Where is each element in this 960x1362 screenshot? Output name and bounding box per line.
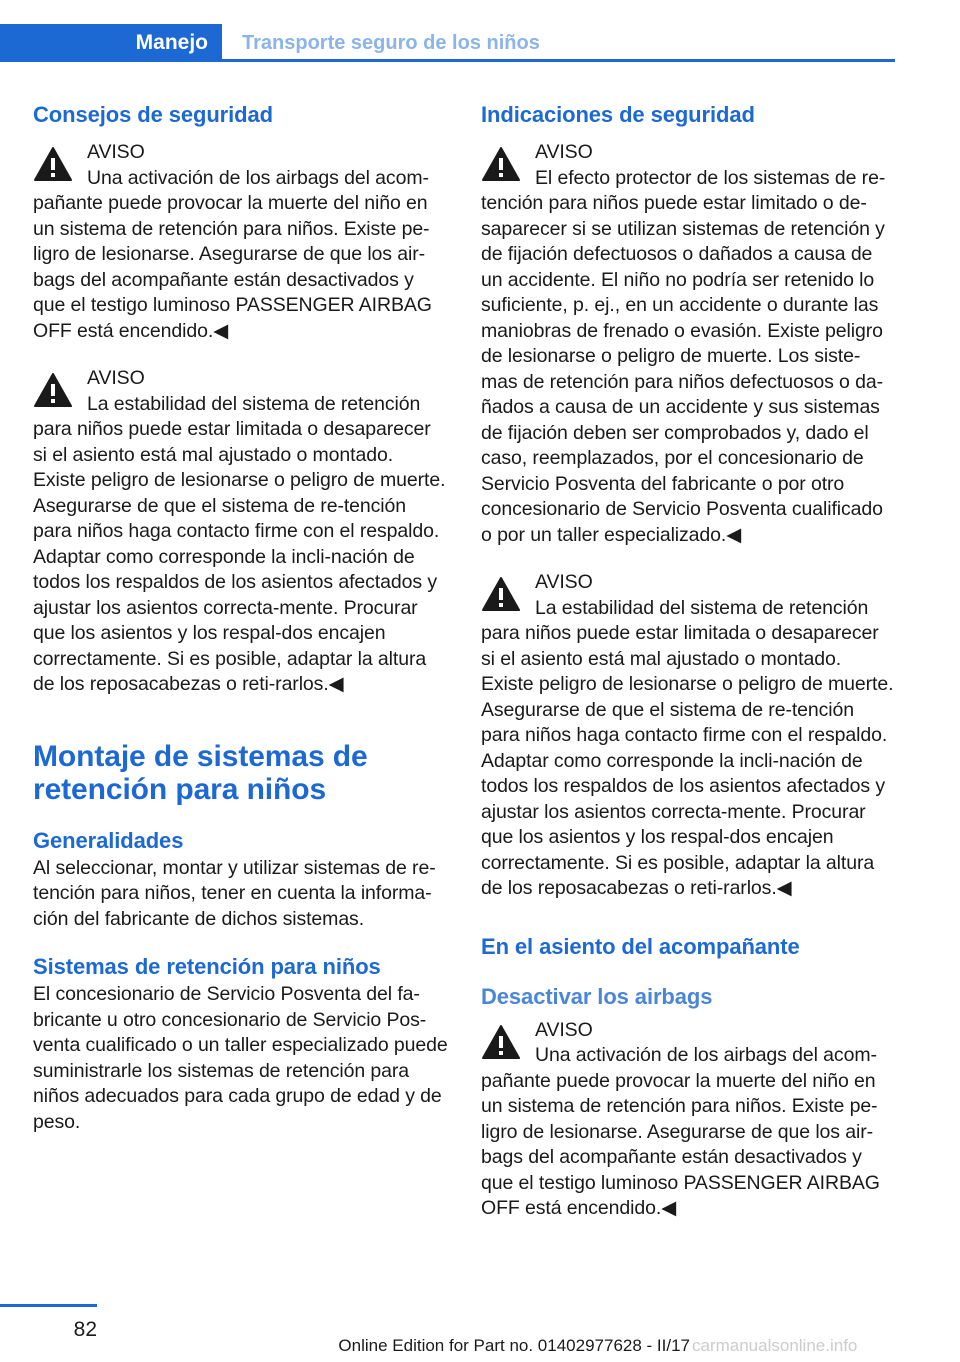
warning-icon [33, 372, 73, 408]
heading-asiento: En el asiento del acompañante [481, 933, 800, 959]
warning-text: El efecto protector de los sistemas de re‐tención para niños puede estar limitado o de‐saparecer si se utilizan sistemas de retención y de fijación defectuosos o dañados a causa de un accidente. El niño no podría ser retenido lo suficiente, p. ej., en un accidente o durante las maniobras de frenado o evasión. Existe peligro de lesionarse o peligro de muerte. Los siste‐mas de retención para niños defectuosos o da‐ñados a causa de un accidente y sus sistemas de fijación deben ser comprobados y, dado el caso, reemplazados, por el concesionario de Servicio Posventa del fabricante o por otro concesionario de Servicio Posventa cualificado o por un taller especializado.◀ [481, 166, 886, 546]
header-divider [0, 59, 895, 62]
paragraph-sistemas: El concesionario de Servicio Posventa del fa‐bricante u otro concesionario de Servicio Pos‐venta cualificado o un taller especializado puede suministrarle los sistemas de retención para niños adecuados para cada grupo de edad y de peso. [33, 983, 448, 1133]
warning-block [481, 570, 896, 902]
heading-desactivar: Desactivar los airbags [481, 983, 713, 1009]
warning-text: Una activación de los airbags del acom‐pañante puede provocar la muerte del niño en un sistema de retención para niños. Existe pe‐ligro de lesionarse. Asegurarse de que los air‐bags del acompañante están desactivados y que el testigo luminoso PASSENGER AIRBAG OFF está encendido.◀ [481, 1044, 880, 1219]
paragraph-generalidades: Al seleccionar, montar y utilizar sistemas de re‐tención para niños, tener en cuenta la informa‐ción del fabricante de dichos sistemas. [33, 856, 436, 930]
heading-consejos: Consejos de seguridad [33, 102, 273, 127]
watermark: carmanualsonline.info [692, 1336, 858, 1355]
warning-icon [33, 146, 73, 182]
warning-block [481, 1018, 896, 1222]
heading-indicaciones: Indicaciones de seguridad [481, 102, 755, 127]
edition-note: Online Edition for Part no. 01402977628 - II/17 [338, 1336, 690, 1355]
right-column [481, 100, 896, 1222]
warning-text: Una activación de los airbags del acom‐pañante puede provocar la muerte del niño en un sistema de retención para niños. Existe pe‐ligro de lesionarse. Asegurarse de que los air‐bags del acompañante están desactivados y que el testigo luminoso PASSENGER AIRBAG OFF está encendido.◀ [33, 166, 432, 342]
heading-generalidades: Generalidades [33, 827, 184, 853]
warning-icon [481, 576, 521, 612]
warning-title: AVISO [87, 141, 145, 163]
heading-sistemas: Sistemas de retención para niños [33, 954, 381, 979]
warning-title: AVISO [535, 571, 593, 593]
page-number: 82 [73, 1318, 97, 1341]
breadcrumb[interactable]: Transporte seguro de los niños [242, 31, 540, 54]
warning-icon [481, 146, 521, 182]
warning-title: AVISO [535, 141, 593, 163]
warning-title: AVISO [87, 367, 145, 389]
warning-block [33, 366, 448, 698]
footer-divider [0, 1304, 97, 1307]
section-title-montaje: Montaje de sistemas de retención para niños [33, 739, 368, 806]
warning-block [33, 140, 448, 344]
warning-text: La estabilidad del sistema de retención para niños puede estar limitada o desaparecer si el asiento está mal ajustado o montado. Existe peligro de lesionarse o peligro de muerte. Asegurarse de que el sistema de re‐tención para niños haga contacto firme con el respaldo. Adaptar como corresponde la incli‐nación de todos los respaldos de los asientos afectados y ajustar los asientos correcta‐mente. Procurar que los asientos y los respal‐dos encajen correctamente. Si es posible, adaptar la altura de los reposacabezas o reti‐rarlos.◀ [33, 392, 446, 695]
page-header [0, 24, 895, 62]
left-column [33, 100, 448, 1135]
warning-title: AVISO [535, 1018, 593, 1041]
warning-text: La estabilidad del sistema de retención para niños puede estar limitada o desaparecer si el asiento está mal ajustado o montado. Existe peligro de lesionarse o peligro de muerte. Asegurarse de que el sistema de re‐tención para niños haga contacto firme con el respaldo. Adaptar como corresponde la incli‐nación de todos los respaldos de los asientos afectados y ajustar los asientos correcta‐mente. Procurar que los asientos y los respal‐dos encajen correctamente. Si es posible, adaptar la altura de los reposacabezas o reti‐rarlos.◀ [481, 596, 894, 899]
chapter-tab[interactable]: Manejo [0, 24, 222, 62]
warning-block [481, 140, 896, 548]
warning-icon [481, 1024, 521, 1060]
